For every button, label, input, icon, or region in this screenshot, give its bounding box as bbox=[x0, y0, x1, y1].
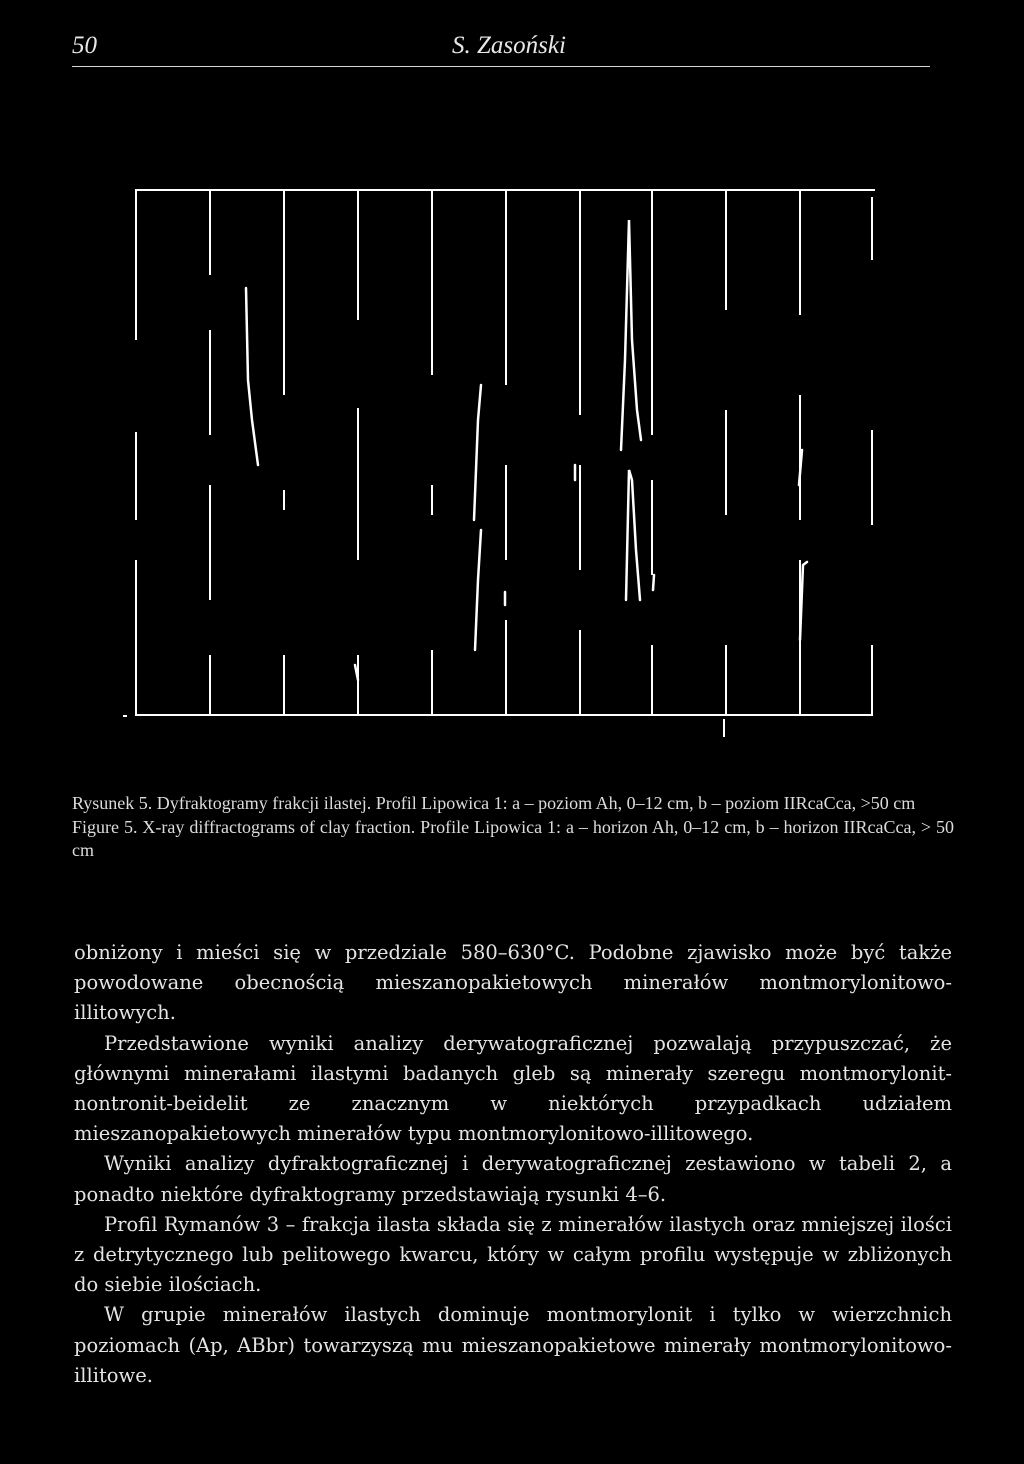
trace-b-segment bbox=[800, 562, 807, 640]
running-head: S. Zasoński bbox=[452, 32, 566, 59]
trace-b-mark bbox=[653, 575, 654, 590]
paragraph: W grupie minerałów ilastych dominuje montmorylonit i tylko w wierzchnich poziomach (Ap, ABbr) towarzyszą mu mieszanopakietowe minerały montmorylonitowo-illitowe. bbox=[74, 1303, 952, 1387]
trace-b-main-peak bbox=[626, 470, 640, 600]
caption-english: Figure 5. X-ray diffractograms of clay fraction. Profile Lipowica 1: a – horizon Ah, 0–12 cm, b – horizon IIRcaCca, > 50 cm bbox=[72, 816, 954, 860]
trace-a-peak bbox=[246, 288, 258, 465]
caption-polish: Rysunek 5. Dyfraktogramy frakcji ilastej. Profil Lipowica 1: a – poziom Ah, 0–12 cm, b – poziom IIRcaCca, >50 cm bbox=[72, 793, 916, 813]
body-text bbox=[74, 938, 952, 1391]
trace-b-peak bbox=[475, 530, 481, 650]
trace-a-main-peak bbox=[621, 220, 641, 450]
trace-a-peak bbox=[474, 385, 481, 520]
diffractogram-figure bbox=[100, 180, 900, 760]
paragraph: Wyniki analizy dyfraktograficznej i derywatograficznej zestawiono w tabeli 2, a ponadto niektóre dyfraktogramy przedstawiają rysunki 4–6. bbox=[74, 1152, 952, 1206]
diffractogram-graphic bbox=[100, 180, 900, 760]
page-number: 50 bbox=[72, 32, 97, 59]
paragraph: obniżony i mieści się w przedziale 580–630°C. Podobne zjawisko może być także powodowane obecnością mieszanopakietowych minerałów montmorylonitowo-illitowych. bbox=[74, 941, 952, 1025]
page-header bbox=[72, 30, 930, 67]
paragraph: Profil Rymanów 3 – frakcja ilasta składa się z minerałów ilastych oraz mniejszej ilości z detrytycznego lub pelitowego kwarcu, który w całym profilu występuje w zbliżonych do siebie ilościach. bbox=[74, 1212, 952, 1297]
figure-caption bbox=[72, 792, 954, 863]
paragraph: Przedstawione wyniki analizy derywatograficznej pozwalają przypuszczać, że głównymi minerałami ilastymi badanych gleb są minerały szeregu montmorylonit-nontronit-beidelit ze znacznym w niektórych przypadkach udziałem mieszanopakietowych minerałów typu montmorylonitowo-illitowego. bbox=[74, 1031, 952, 1146]
